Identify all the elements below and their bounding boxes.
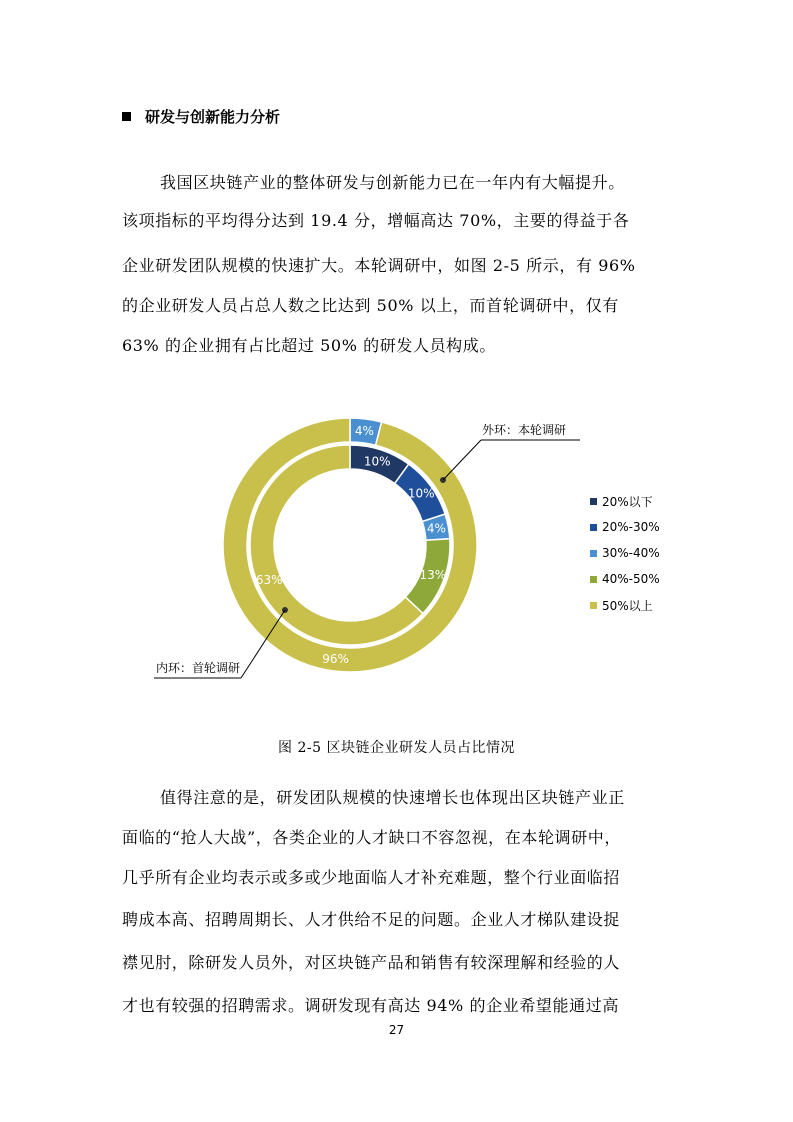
legend-item — [590, 540, 660, 566]
section-title: 研发与创新能力分析 — [145, 108, 281, 126]
paragraph-line: 该项指标的平均得分达到 19.4 分，增幅高达 70%，主要的得益于各 — [122, 211, 630, 230]
legend-label: 20%-30% — [602, 520, 660, 534]
inner-slice-label-1: 10% — [407, 486, 435, 501]
paragraph-line: 63% 的企业拥有占比超过 50% 的研发人员构成。 — [122, 336, 496, 355]
paragraph-line: 才也有较强的招聘需求。调研发现有高达 94% 的企业希望能通过高 — [122, 996, 619, 1015]
legend-swatch — [590, 524, 597, 531]
figure-caption: 图 2-5 区块链企业研发人员占比情况 — [278, 740, 515, 756]
outer-slice-label-2: 4% — [354, 423, 374, 438]
section-heading — [122, 106, 280, 127]
inner-slice-label-2: 4% — [426, 521, 446, 536]
paragraph-line: 企业研发团队规模的快速扩大。本轮调研中，如图 2-5 所示，有 96% — [122, 256, 636, 275]
legend-item — [590, 592, 660, 618]
inner-slice-label-3: 13% — [419, 567, 447, 582]
legend-swatch — [590, 576, 597, 583]
legend-item — [590, 566, 660, 592]
paragraph-line: 襟见肘，除研发人员外，对区块链产品和销售有较深理解和经验的人 — [122, 953, 621, 972]
legend-swatch — [590, 602, 597, 609]
paragraph-line: 聘成本高、招聘周期长、人才供给不足的问题。企业人才梯队建设捉 — [122, 910, 621, 929]
donut-chart — [150, 400, 590, 690]
paragraph-line: 我国区块链产业的整体研发与创新能力已在一年内有大幅提升。 — [160, 173, 625, 192]
legend-item — [590, 514, 660, 540]
outer-slice-label-4: 96% — [322, 652, 349, 667]
legend-item — [590, 488, 660, 514]
outer-annotation-label: 外环：本轮调研 — [482, 423, 567, 437]
page-number: 27 — [388, 1023, 405, 1037]
paragraph-line: 值得注意的是，研发团队规模的快速增长也体现出区块链产业正 — [160, 788, 625, 807]
legend-swatch — [590, 498, 597, 505]
legend-swatch — [590, 550, 597, 557]
outer-annotation-leader — [443, 440, 481, 480]
paragraph-line: 几乎所有企业均表示或多或少地面临人才补充难题，整个行业面临招 — [122, 868, 621, 887]
legend-label: 30%-40% — [602, 546, 660, 560]
square-bullet-icon — [122, 112, 131, 121]
inner-slice-label-4: 63% — [255, 572, 283, 587]
chart-legend — [590, 488, 660, 618]
inner-annotation-label: 内环：首轮调研 — [156, 661, 241, 675]
legend-label: 20%以下 — [602, 494, 653, 509]
legend-label: 40%-50% — [602, 572, 660, 586]
paragraph-line: 面临的“抢人大战”，各类企业的人才缺口不容忽视，在本轮调研中， — [122, 828, 621, 847]
inner-slice-label-0: 10% — [363, 454, 391, 469]
legend-label: 50%以上 — [602, 598, 653, 613]
paragraph-line: 的企业研发人员占总人数之比达到 50% 以上，而首轮调研中，仅有 — [122, 296, 619, 315]
